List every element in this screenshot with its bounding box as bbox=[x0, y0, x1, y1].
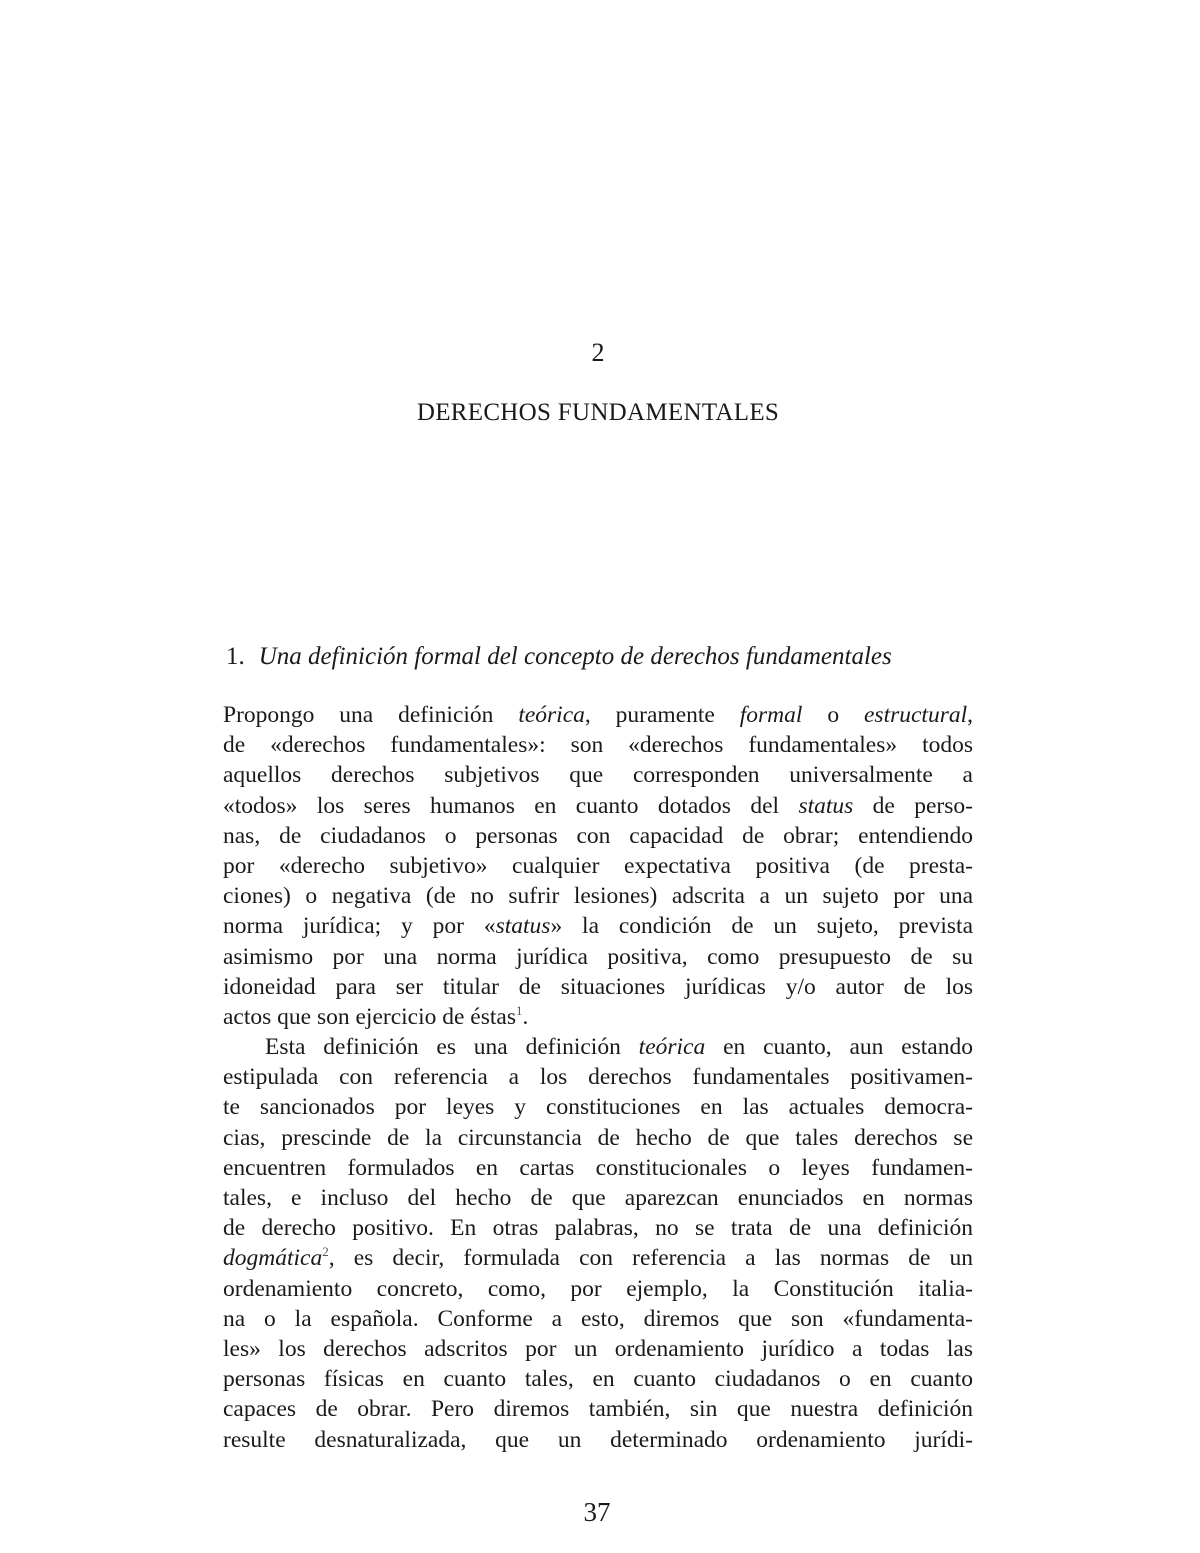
text-segment: cias, prescinde de la circunstancia de hecho de que tales derechos se bbox=[223, 1124, 973, 1151]
italic-text: teórica bbox=[638, 1034, 706, 1061]
text-segment: actos que son ejercicio de éstas bbox=[223, 1003, 516, 1030]
text-line bbox=[223, 1153, 973, 1183]
text-segment: , bbox=[967, 702, 974, 728]
text-segment: » la condición de un sujeto, prevista bbox=[550, 913, 973, 940]
text-line bbox=[223, 972, 973, 1002]
text-segment: aquellos derechos subjetivos que corresponden universalmente a bbox=[223, 762, 973, 789]
text-segment: norma jurídica; y por « bbox=[223, 913, 496, 940]
text-line bbox=[223, 1032, 973, 1062]
section-heading bbox=[226, 640, 986, 674]
text-line bbox=[223, 1002, 973, 1032]
paragraph bbox=[223, 1032, 973, 1455]
italic-text: dogmática bbox=[223, 1245, 323, 1272]
text-line bbox=[223, 942, 973, 972]
text-segment: les» los derechos adscritos por un ordenamiento jurídico a todas las bbox=[223, 1335, 973, 1362]
text-line bbox=[223, 1394, 973, 1424]
text-segment: , es decir, formulada con referencia a las normas de un bbox=[328, 1245, 973, 1272]
text-segment: por «derecho subjetivo» cualquier expectativa positiva (de presta- bbox=[223, 852, 973, 879]
text-line bbox=[223, 821, 973, 851]
text-line bbox=[223, 1092, 973, 1122]
text-segment: resulte desnaturalizada, que un determinado ordenamiento jurídi- bbox=[223, 1426, 973, 1453]
text-line bbox=[223, 700, 973, 730]
text-segment: , puramente bbox=[584, 702, 740, 728]
chapter-number: 2 bbox=[591, 338, 605, 367]
italic-text: status bbox=[798, 792, 854, 819]
footnote-marker: 1 bbox=[515, 1003, 523, 1019]
chapter-title: DERECHOS FUNDAMENTALES bbox=[416, 399, 780, 426]
text-segment: nas, de ciudadanos o personas con capacidad de obrar; entendiendo bbox=[223, 822, 973, 849]
text-line bbox=[223, 1425, 973, 1455]
text-line bbox=[223, 1304, 973, 1334]
text-segment: Esta definición es una definición bbox=[265, 1034, 639, 1061]
page-number: 37 bbox=[583, 1497, 611, 1527]
section-title: Una definición formal del concepto de derechos fundamentales bbox=[258, 643, 892, 670]
text-line bbox=[223, 1123, 973, 1153]
text-segment: asimismo por una norma jurídica positiva, como presupuesto de su bbox=[223, 943, 973, 970]
text-line bbox=[223, 1183, 973, 1213]
text-line bbox=[223, 1364, 973, 1394]
text-segment: en cuanto, aun estando bbox=[705, 1034, 973, 1061]
text-line bbox=[223, 760, 973, 790]
italic-text: estructural bbox=[864, 702, 968, 728]
text-segment: . bbox=[522, 1003, 529, 1030]
text-segment: na o la española. Conforme a esto, diremos que son «fundamenta- bbox=[223, 1305, 973, 1332]
text-segment: personas físicas en cuanto tales, en cuanto ciudadanos o en cuanto bbox=[223, 1366, 973, 1393]
text-segment: de derecho positivo. En otras palabras, no se trata de una definición bbox=[223, 1215, 973, 1242]
text-segment: capaces de obrar. Pero diremos también, sin que nuestra definición bbox=[223, 1396, 973, 1423]
text-segment: estipulada con referencia a los derechos fundamentales positivamen- bbox=[223, 1064, 973, 1091]
text-segment: ordenamiento concreto, como, por ejemplo, la Constitución italia- bbox=[223, 1275, 973, 1302]
text-line bbox=[223, 1334, 973, 1364]
text-segment: encuentren formulados en cartas constitucionales o leyes fundamen- bbox=[223, 1154, 973, 1181]
body-text bbox=[223, 700, 973, 1455]
text-segment: idoneidad para ser titular de situaciones jurídicas y/o autor de los bbox=[223, 973, 973, 1000]
italic-text: formal bbox=[739, 702, 803, 728]
text-line bbox=[223, 1274, 973, 1304]
text-segment: Propongo una definición bbox=[223, 702, 519, 728]
text-segment: o bbox=[802, 702, 864, 728]
text-line bbox=[223, 730, 973, 760]
text-line bbox=[223, 911, 973, 941]
paragraph bbox=[223, 700, 973, 1032]
text-line bbox=[223, 1243, 973, 1273]
text-segment: ciones) o negativa (de no sufrir lesiones) adscrita a un sujeto por una bbox=[223, 883, 973, 910]
text-line bbox=[223, 881, 973, 911]
italic-text: teórica bbox=[518, 702, 585, 728]
text-line bbox=[223, 1062, 973, 1092]
text-segment: tales, e incluso del hecho de que aparezcan enunciados en normas bbox=[223, 1185, 973, 1211]
section-number: 1. bbox=[226, 643, 245, 670]
text-line bbox=[223, 791, 973, 821]
footnote-marker: 2 bbox=[322, 1244, 329, 1260]
text-line bbox=[223, 851, 973, 881]
italic-text: status bbox=[495, 913, 551, 940]
text-segment: te sancionados por leyes y constituciones en las actuales democra- bbox=[223, 1094, 973, 1121]
text-segment: «todos» los seres humanos en cuanto dotados del bbox=[223, 792, 799, 819]
text-segment: de perso- bbox=[853, 792, 973, 819]
text-line bbox=[223, 1213, 973, 1243]
text-segment: de «derechos fundamentales»: son «derechos fundamentales» todos bbox=[223, 732, 973, 759]
